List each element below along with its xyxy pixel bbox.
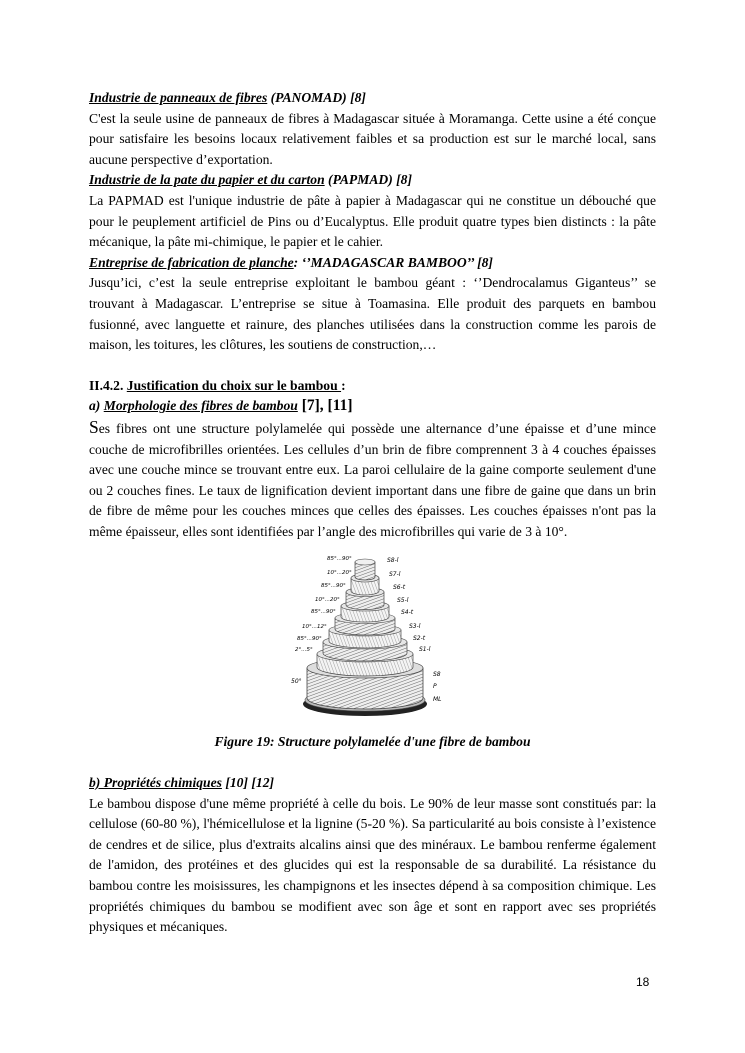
layer-label: S3-l [409,623,421,631]
morphologie-heading [89,396,656,417]
angle-label: 10°...20° [327,570,352,577]
layer-label: S2-t [413,635,426,643]
panomad-heading-main: Industrie de panneaux de fibres [89,90,268,105]
section-suffix: : [341,377,346,393]
papmad-heading-rest: (PAPMAD) [8] [324,172,412,188]
angle-label: 85°...90° [321,583,346,590]
fiber-structure-drawing [289,550,456,720]
layer-label: S7-l [389,571,401,579]
layer-label: S4-t [401,609,414,617]
panomad-body: C'est la seule usine de panneaux de fibres à Madagascar située à Moramanga. Cette usine a été conçue pour satisfaire les besoins locaux relativement faibles et sa production est sur le marché local, sans aucune perspective d’exportation. [89,110,656,167]
papmad-heading [89,170,656,191]
layer-label: S6-t [393,584,406,592]
section-number: II.4.2. [89,377,127,393]
layer-label: P [433,683,437,691]
angle-label: 85°...90° [311,609,336,616]
angle-label: 85°...90° [327,556,352,563]
angle-label: 10°...12° [302,624,327,631]
papmad-body: La PAPMAD est l'unique industrie de pâte à papier à Madagascar qui ne constitue un débouché que pour le peuplement artificiel de Pins ou d’Eucalyptus. Elle produit quatre types bien distincts : la pâte mécanique, la pâte mi-chimique, le papier et le cahier. [89,192,656,250]
proprietes-title: b) Propriétés chimiques [89,775,222,791]
angle-label: 10°...20° [315,597,340,604]
section-title: Justification du choix sur le bambou [126,377,342,393]
panomad-heading-rest: (PANOMAD) [8] [267,90,366,105]
layer-label: S5-l [397,597,409,605]
morphologie-body: es fibres ont une structure polylamelée qui possède une alternance d’une épaisse et d’une mince couche de microfibrilles orientées. Les cellules d’un brin de fibre comprennent 3 à 4 couches épaisses avec une couche mince se trouvant entre eux. La paroi cellulaire de la gaine comporte seulement d'une ou 2 couches fines. Le taux de lignification devient important dans une fibre de gaine que dans un brin de fibre de même pour les couches minces que celles des épaisses. Les couches épaisses n'ont pas la même épaisseur, elles sont identifiées par l’angle des microfibrilles qui varie de 3 à 10°. [89,420,656,539]
angle-label: 85°...90° [297,636,322,643]
bamboo-company-heading-rest: : ‘’MADAGASCAR BAMBOO’’ [8] [293,254,493,270]
angle-label: 2°...5° [295,647,313,654]
panomad-heading [89,88,656,109]
layer-label: ML [433,696,442,704]
section-heading [89,376,656,397]
morphologie-prefix: a) [89,398,104,414]
bamboo-company-heading [89,253,656,274]
proprietes-refs: [10] [12] [221,775,275,791]
fiber-structure-figure [289,550,456,720]
morphologie-body-para [89,417,656,543]
angle-label: 50° [291,678,302,686]
page-number: 18 [636,975,650,989]
layer-label: S1-l [419,646,431,654]
figure-caption: Figure 19: Structure polylamelée d'une fibre de bambou [214,734,531,750]
layer-label: S8-l [387,557,399,565]
morphologie-title: Morphologie des fibres de bambou [103,398,298,414]
bamboo-company-heading-main: Entreprise de fabrication de planche [89,254,294,270]
drop-letter: S [89,416,99,437]
layer-label: S8 [433,671,441,679]
proprietes-body: Le bambou dispose d'une même propriété à celle du bois. Le 90% de leur masse sont constitués par: la cellulose (60-80 %), l'hémicellulose et la lignine (5-20 %). Sa particularité au bois consiste à l’existence de cendres et de silice, plus d'extraits alcalins ainsi que des minéraux. Le bambou renferme également de l'amidon, des protéines et des glucides qui est la responsable de sa durabilité. La résistance du bambou contre les moisissures, les champignons et les insectes dépend à sa composition chimique. Les propriétés chimiques du bambou se modifient avec son âge et sont en rapport avec ses propriétés physiques et mécaniques. [89,795,656,935]
bamboo-company-body: Jusqu’ici, c’est la seule entreprise exploitant le bambou géant : ‘’Dendrocalamus Giganteus’’ se trouvant à Madagascar. L’entreprise se situe à Toamasina. Elle produit des parquets en bambou fusionné, avec languette et rainure, des planches utilisées dans la construction comme les parois de maison, les toitures, les clôtures, les soutiens de construction,… [89,275,656,353]
proprietes-heading [89,773,656,794]
page-content [89,88,656,938]
morphologie-refs: [7], [11] [297,397,353,415]
papmad-heading-main: Industrie de la pate du papier et du carton [89,172,325,188]
